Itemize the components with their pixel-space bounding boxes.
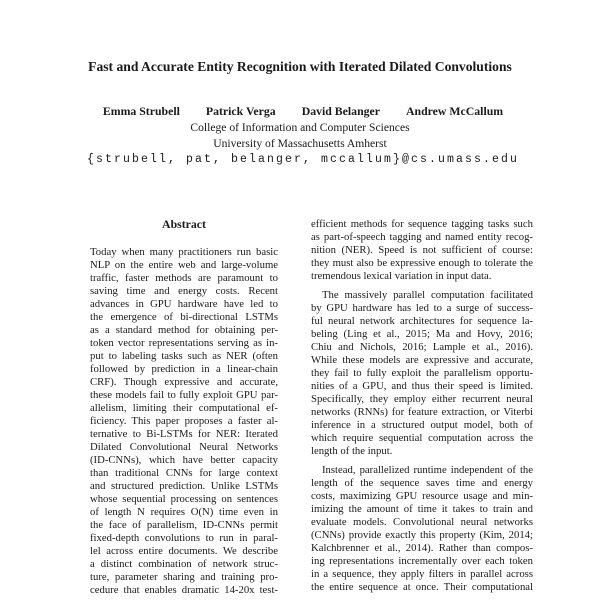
- author-emails: {strubell, pat, belanger, mccallum}@cs.umass.edu: [86, 153, 520, 166]
- text-line: traffic, faster methods are paramount to: [90, 272, 278, 284]
- text-line: ture, parameter sharing and training pro-: [90, 571, 278, 583]
- text-line: followed by prediction in a linear-chain: [90, 363, 278, 375]
- abstract-heading: Abstract: [162, 217, 206, 231]
- text-line: the face of parallelism, ID-CNNs permit: [90, 519, 278, 531]
- text-line: as a standard method for obtaining per-: [90, 324, 278, 336]
- author-name: Andrew McCallum: [406, 104, 504, 118]
- text-line: the emergence of bi-directional LSTMs: [90, 311, 278, 323]
- paragraph: [311, 289, 533, 458]
- text-line: these models fail to fully exploit GPU par-: [90, 389, 278, 401]
- text-line: as part-of-speech tagging and named entity recog-: [311, 231, 533, 243]
- text-line: networks (RNNs) for feature extraction, or Viterbi: [311, 406, 533, 418]
- text-line: Instead, parallelized runtime independent of the: [322, 464, 533, 476]
- text-line: which require sequential computation across the: [311, 432, 533, 444]
- text-line: beling (Ling et al., 2015; Ma and Hovy, 2016;: [311, 328, 533, 340]
- text-line: ternative to Bi-LSTMs for NER: Iterated: [90, 428, 278, 440]
- text-line: the entire sequence at once. Their computational: [311, 581, 533, 593]
- text-line: efficient methods for sequence tagging tasks such: [311, 218, 533, 230]
- text-line: of length N requires O(N) time even in: [90, 506, 278, 518]
- abstract-body: [90, 246, 278, 603]
- text-line: nition (NER). Speed is not sufficient of course:: [311, 244, 533, 256]
- text-line: Specifically, they employ either recurrent neural: [311, 393, 533, 405]
- text-line: they fail to fully exploit the parallelism opportu-: [311, 367, 533, 379]
- text-line: token vector representations serving as in-: [90, 337, 278, 349]
- text-line: inference in a structured output model, both of: [311, 419, 533, 431]
- text-line: whose sequential processing on sentences: [90, 493, 278, 505]
- text-line: cedure that enables dramatic 14-20x test-: [90, 584, 278, 596]
- text-line: ing representations incrementally over each token: [311, 555, 533, 567]
- text-line: Dilated Convolutional Neural Networks: [90, 441, 278, 453]
- text-line: ful neural network architectures for sequence la-: [311, 315, 533, 327]
- author-name: Patrick Verga: [205, 104, 276, 118]
- text-line: by GPU hardware has led to a surge of success-: [311, 302, 533, 314]
- text-line: nities of a GPU, and thus their speed is limited.: [311, 380, 533, 392]
- text-line: NLP on the entire web and large-volume: [90, 259, 278, 271]
- text-line: costs, maximizing GPU resource usage and min-: [311, 490, 533, 502]
- text-line: Kalchbrenner et al., 2014). Rather than compos-: [311, 542, 533, 554]
- text-line: lel across entire documents. We describe: [90, 545, 278, 557]
- text-line: and structured prediction. Unlike LSTMs: [90, 480, 278, 492]
- university: University of Massachusetts Amherst: [213, 137, 387, 150]
- author-name: David Belanger: [301, 104, 381, 118]
- text-line: CRF). Though expressive and accurate,: [90, 376, 278, 388]
- text-line: ficiency. This paper proposes a faster al-: [90, 415, 278, 427]
- text-line: than traditional CNNs for large context: [90, 467, 278, 479]
- text-line: allelism, limiting their computational ef-: [90, 402, 278, 414]
- text-line: they must also be expressive enough to tolerate the: [311, 257, 533, 269]
- text-line: in a sequence, they apply filters in parallel across: [311, 568, 533, 580]
- text-line: tremendous lexical variation in input data.: [311, 270, 492, 282]
- text-line: a distinct combination of network struc-: [90, 558, 278, 570]
- text-line: While these models are expressive and accurate,: [311, 354, 533, 366]
- paragraph: [311, 464, 533, 594]
- text-line: Chiu and Nichols, 2016; Lample et al., 2016).: [311, 341, 533, 353]
- text-line: evaluate models. Convolutional neural networks: [311, 516, 533, 528]
- paragraph: [90, 246, 278, 597]
- text-line: length of the sequence saves time and energy: [311, 477, 533, 489]
- text-line: advances in GPU hardware have led to: [90, 298, 278, 310]
- affiliation: College of Information and Computer Sciences: [190, 121, 410, 134]
- text-line: The massively parallel computation facilitated: [322, 289, 533, 301]
- text-line: (CNNs) provide exactly this property (Kim, 2014;: [311, 529, 533, 541]
- text-line: length of the input.: [311, 445, 393, 457]
- text-line: saving time and energy costs. Recent: [90, 285, 278, 297]
- author-name: Emma Strubell: [102, 104, 180, 118]
- text-line: put to labeling tasks such as NER (often: [90, 350, 278, 362]
- text-line: (ID-CNNs), which have better capacity: [90, 454, 278, 466]
- author-list: [0, 104, 600, 119]
- text-line: fixed-depth convolutions to run in paral-: [90, 532, 278, 544]
- paragraph: [311, 218, 533, 283]
- right-column-body: [311, 218, 533, 600]
- text-line: imizing the amount of time it takes to train and: [311, 503, 533, 515]
- paper-title: Fast and Accurate Entity Recognition with Iterated Dilated Convolutions: [88, 59, 512, 74]
- text-line: Today when many practitioners run basic: [90, 246, 278, 258]
